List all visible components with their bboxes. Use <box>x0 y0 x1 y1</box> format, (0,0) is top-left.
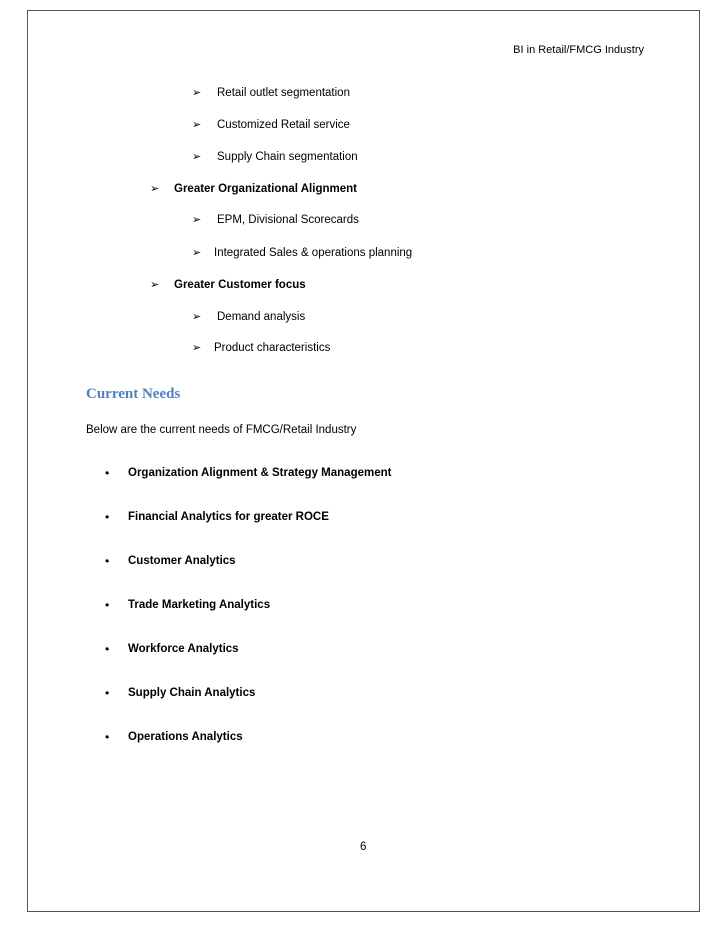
list-item: Demand analysis <box>217 311 306 323</box>
needs-item: Trade Marketing Analytics <box>128 599 271 611</box>
bullet-icon: • <box>105 466 110 480</box>
arrow-bullet-icon: ➢ <box>192 87 202 99</box>
bullet-icon: • <box>105 554 110 568</box>
list-item: Retail outlet segmentation <box>217 87 350 99</box>
list-item: Supply Chain segmentation <box>217 151 358 163</box>
arrow-bullet-icon: ➢ <box>150 279 160 291</box>
list-item: EPM, Divisional Scorecards <box>217 214 359 226</box>
bullet-icon: • <box>105 598 110 612</box>
arrow-bullet-icon: ➢ <box>192 342 202 354</box>
arrow-bullet-icon: ➢ <box>192 119 202 131</box>
arrow-bullet-icon: ➢ <box>192 214 202 226</box>
needs-item: Customer Analytics <box>128 555 236 567</box>
list-item: Product characteristics <box>214 342 331 354</box>
needs-item: Operations Analytics <box>128 731 243 743</box>
section-title: Current Needs <box>86 386 181 402</box>
list-item-heading: Greater Organizational Alignment <box>174 183 357 195</box>
arrow-bullet-icon: ➢ <box>192 311 202 323</box>
running-header: BI in Retail/FMCG Industry <box>513 44 644 56</box>
page-number: 6 <box>360 841 367 853</box>
needs-item: Financial Analytics for greater ROCE <box>128 511 329 523</box>
page-border <box>27 10 700 912</box>
arrow-bullet-icon: ➢ <box>192 151 202 163</box>
list-item: Integrated Sales & operations planning <box>214 247 413 259</box>
bullet-icon: • <box>105 730 110 744</box>
needs-item: Workforce Analytics <box>128 643 239 655</box>
bullet-icon: • <box>105 642 110 656</box>
bullet-icon: • <box>105 686 110 700</box>
arrow-bullet-icon: ➢ <box>192 247 202 259</box>
list-item: Customized Retail service <box>217 119 350 131</box>
list-item-heading: Greater Customer focus <box>174 279 306 291</box>
section-intro: Below are the current needs of FMCG/Retail Industry <box>86 424 357 436</box>
needs-item: Supply Chain Analytics <box>128 687 256 699</box>
bullet-icon: • <box>105 510 110 524</box>
arrow-bullet-icon: ➢ <box>150 183 160 195</box>
needs-item: Organization Alignment & Strategy Management <box>128 467 392 479</box>
